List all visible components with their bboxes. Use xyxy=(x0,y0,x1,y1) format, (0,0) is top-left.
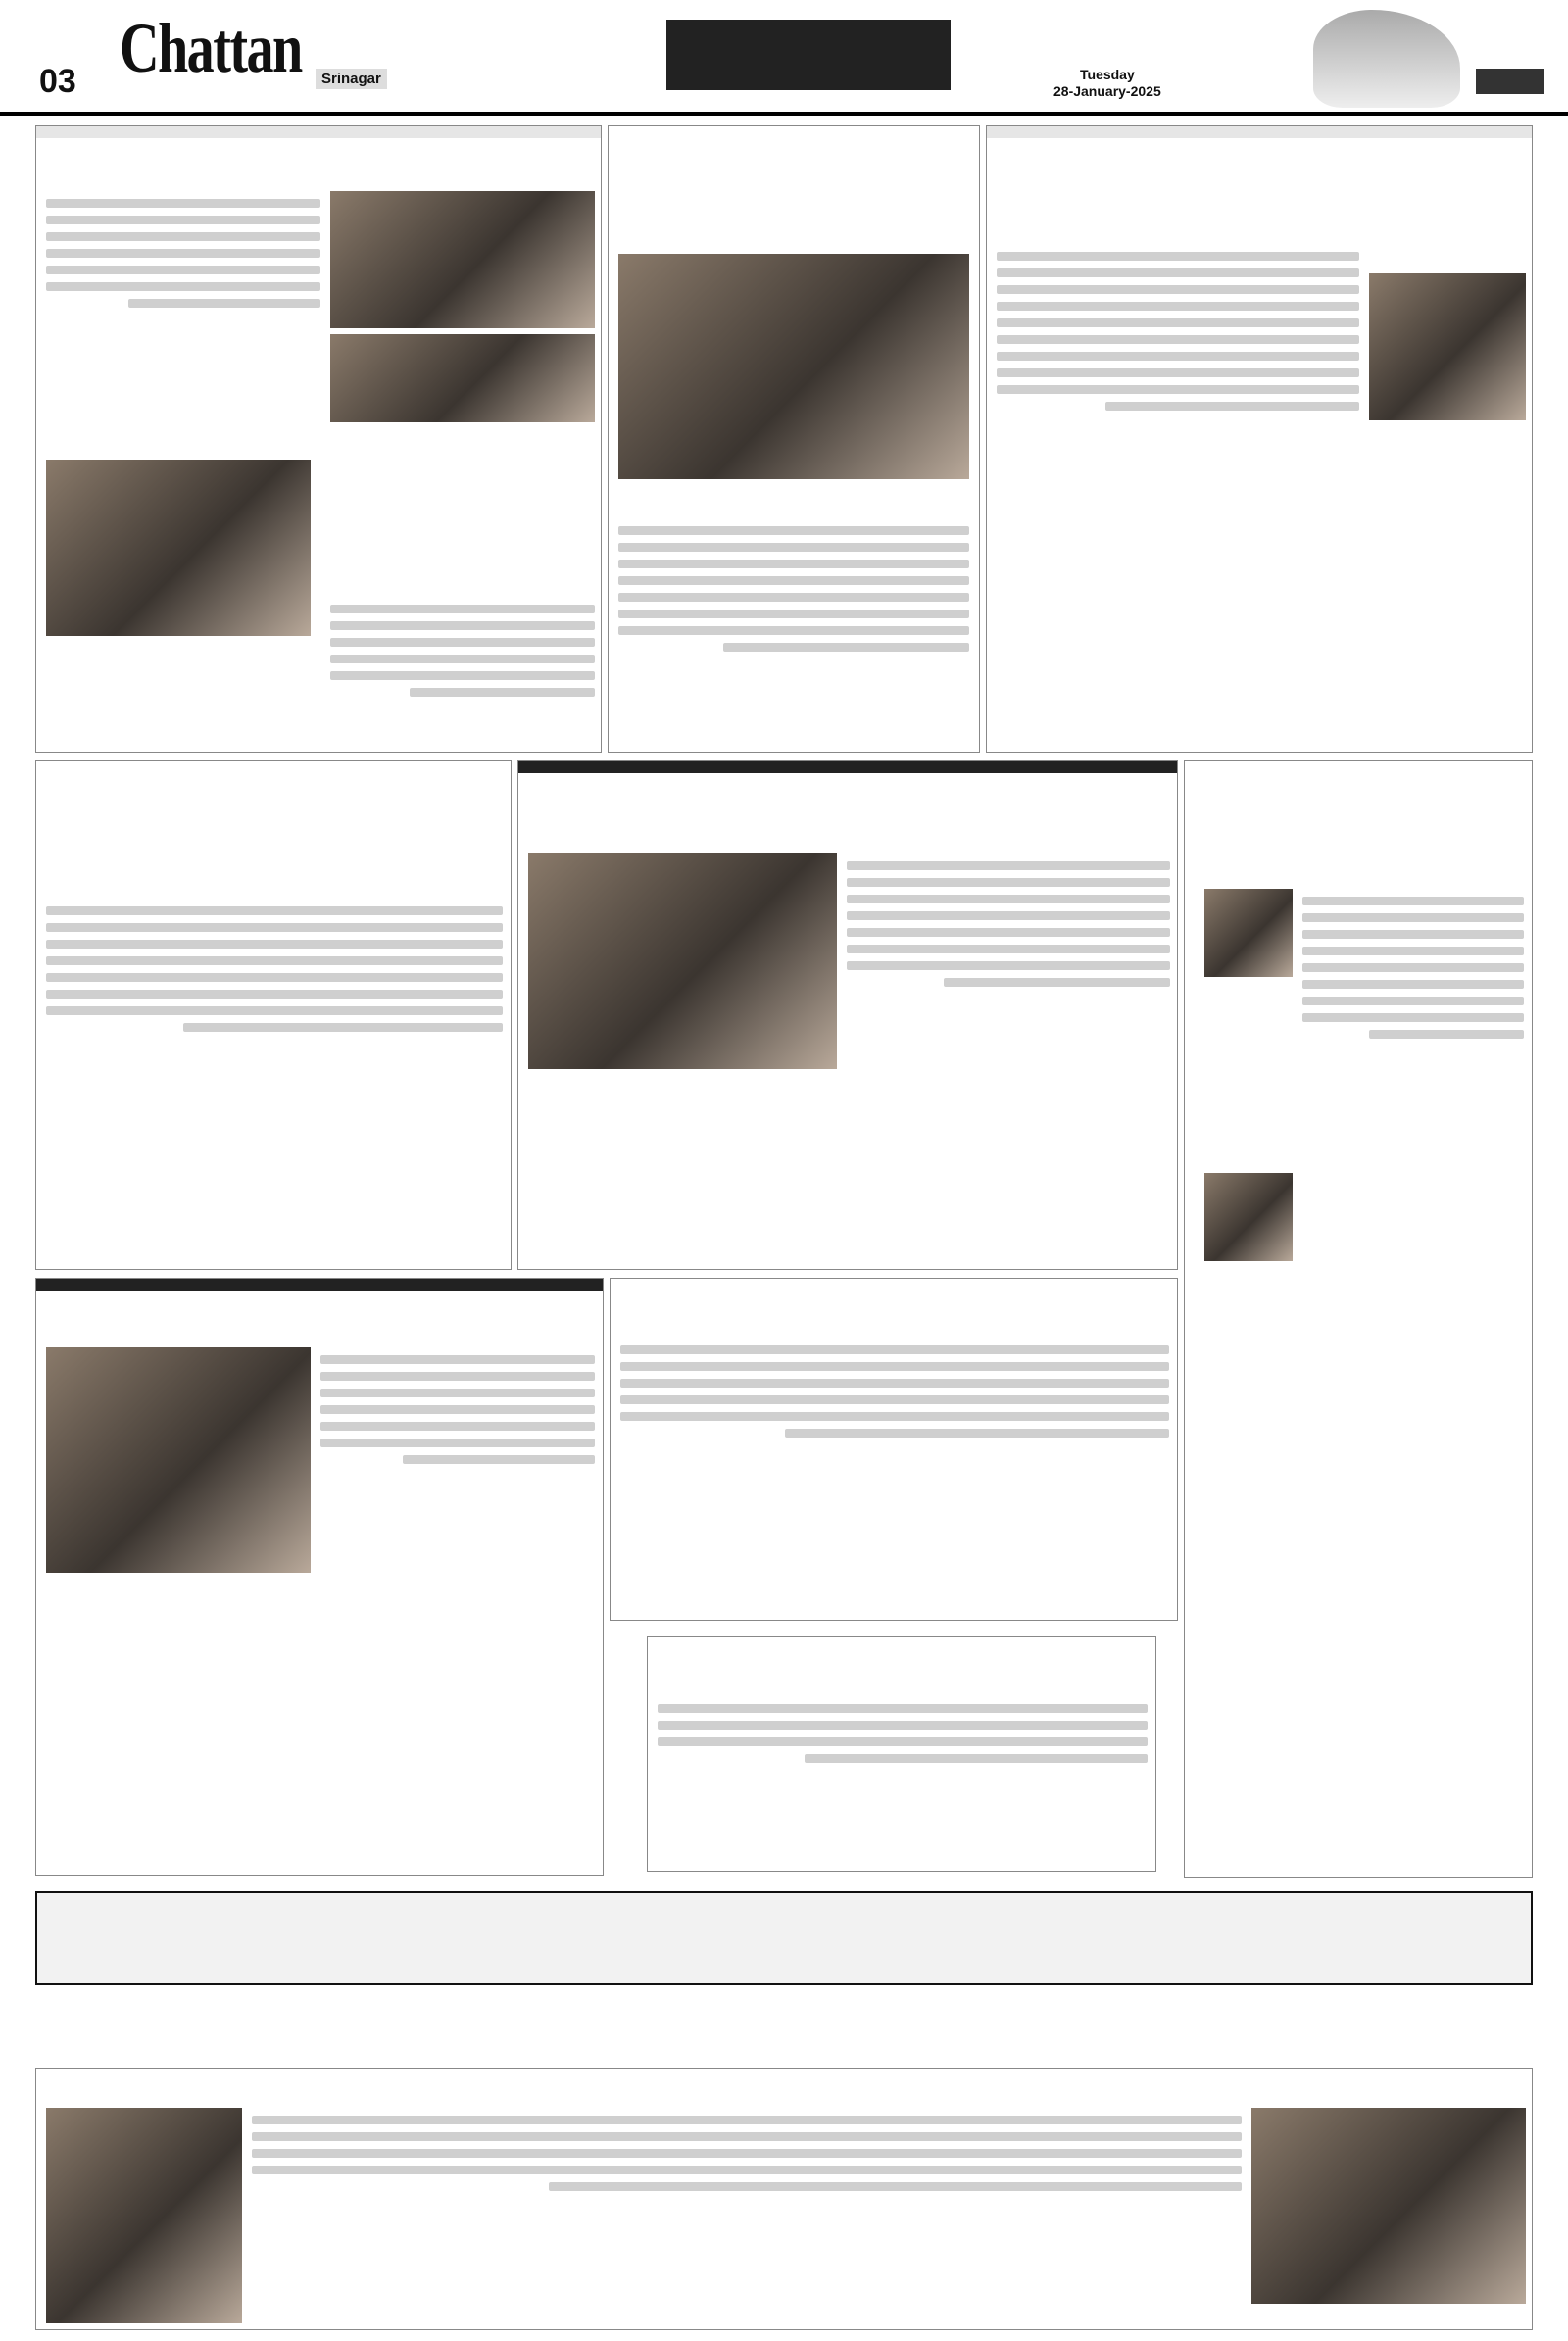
story-armed-forces xyxy=(986,125,1533,753)
headline xyxy=(36,1279,603,1291)
masthead-city: Srinagar xyxy=(316,69,387,89)
story-democratic-system xyxy=(517,760,1178,1270)
story-photo xyxy=(46,1347,311,1573)
story-cm-guesthouse xyxy=(35,125,602,753)
article-body xyxy=(330,597,595,744)
story-right-column xyxy=(1184,760,1533,1878)
story-photo xyxy=(46,460,311,636)
story-wajahat-meeting xyxy=(608,125,980,753)
article-body xyxy=(46,899,503,1261)
story-photo xyxy=(1204,889,1293,977)
story-photo xyxy=(46,2108,242,2323)
page-number: 03 xyxy=(39,63,76,100)
story-rail-link xyxy=(610,1278,1178,1621)
story-photo xyxy=(618,254,969,479)
article-body xyxy=(46,191,320,387)
article-body xyxy=(847,853,1170,1255)
story-photo xyxy=(1251,2108,1526,2304)
headline xyxy=(987,126,1532,138)
headline xyxy=(518,761,1177,773)
article-body xyxy=(997,244,1359,744)
headline xyxy=(611,1279,1177,1291)
article-body xyxy=(320,1347,595,1867)
headline xyxy=(36,126,601,138)
story-kulgam-arrest xyxy=(35,1278,604,1876)
article-body xyxy=(618,518,969,744)
issue-date-value: 28-January-2025 xyxy=(1054,83,1161,99)
story-photo xyxy=(1204,1173,1293,1261)
masthead xyxy=(0,0,1568,116)
story-photo xyxy=(1369,273,1526,420)
article-body xyxy=(1302,889,1524,1771)
story-handicrafts xyxy=(35,2068,1533,2330)
issue-date xyxy=(1054,67,1161,100)
headline xyxy=(609,126,979,138)
story-photo xyxy=(528,853,837,1069)
story-jammu-arrest xyxy=(647,1636,1156,1872)
daily-label xyxy=(1476,69,1544,94)
article-body xyxy=(658,1696,1148,1863)
story-forest-fires xyxy=(35,760,512,1270)
headline xyxy=(648,1637,1155,1649)
story-photo xyxy=(330,334,595,422)
urdu-logo-image xyxy=(1313,10,1460,108)
section-title xyxy=(666,20,951,90)
issue-day: Tuesday xyxy=(1079,67,1135,82)
masthead-logo: Chattan xyxy=(120,9,302,87)
story-photo xyxy=(330,191,595,328)
headline xyxy=(36,761,511,773)
article-body xyxy=(252,2108,1242,2323)
headline xyxy=(1185,761,1532,773)
banner-headline xyxy=(35,1891,1533,1985)
article-body xyxy=(620,1338,1169,1612)
